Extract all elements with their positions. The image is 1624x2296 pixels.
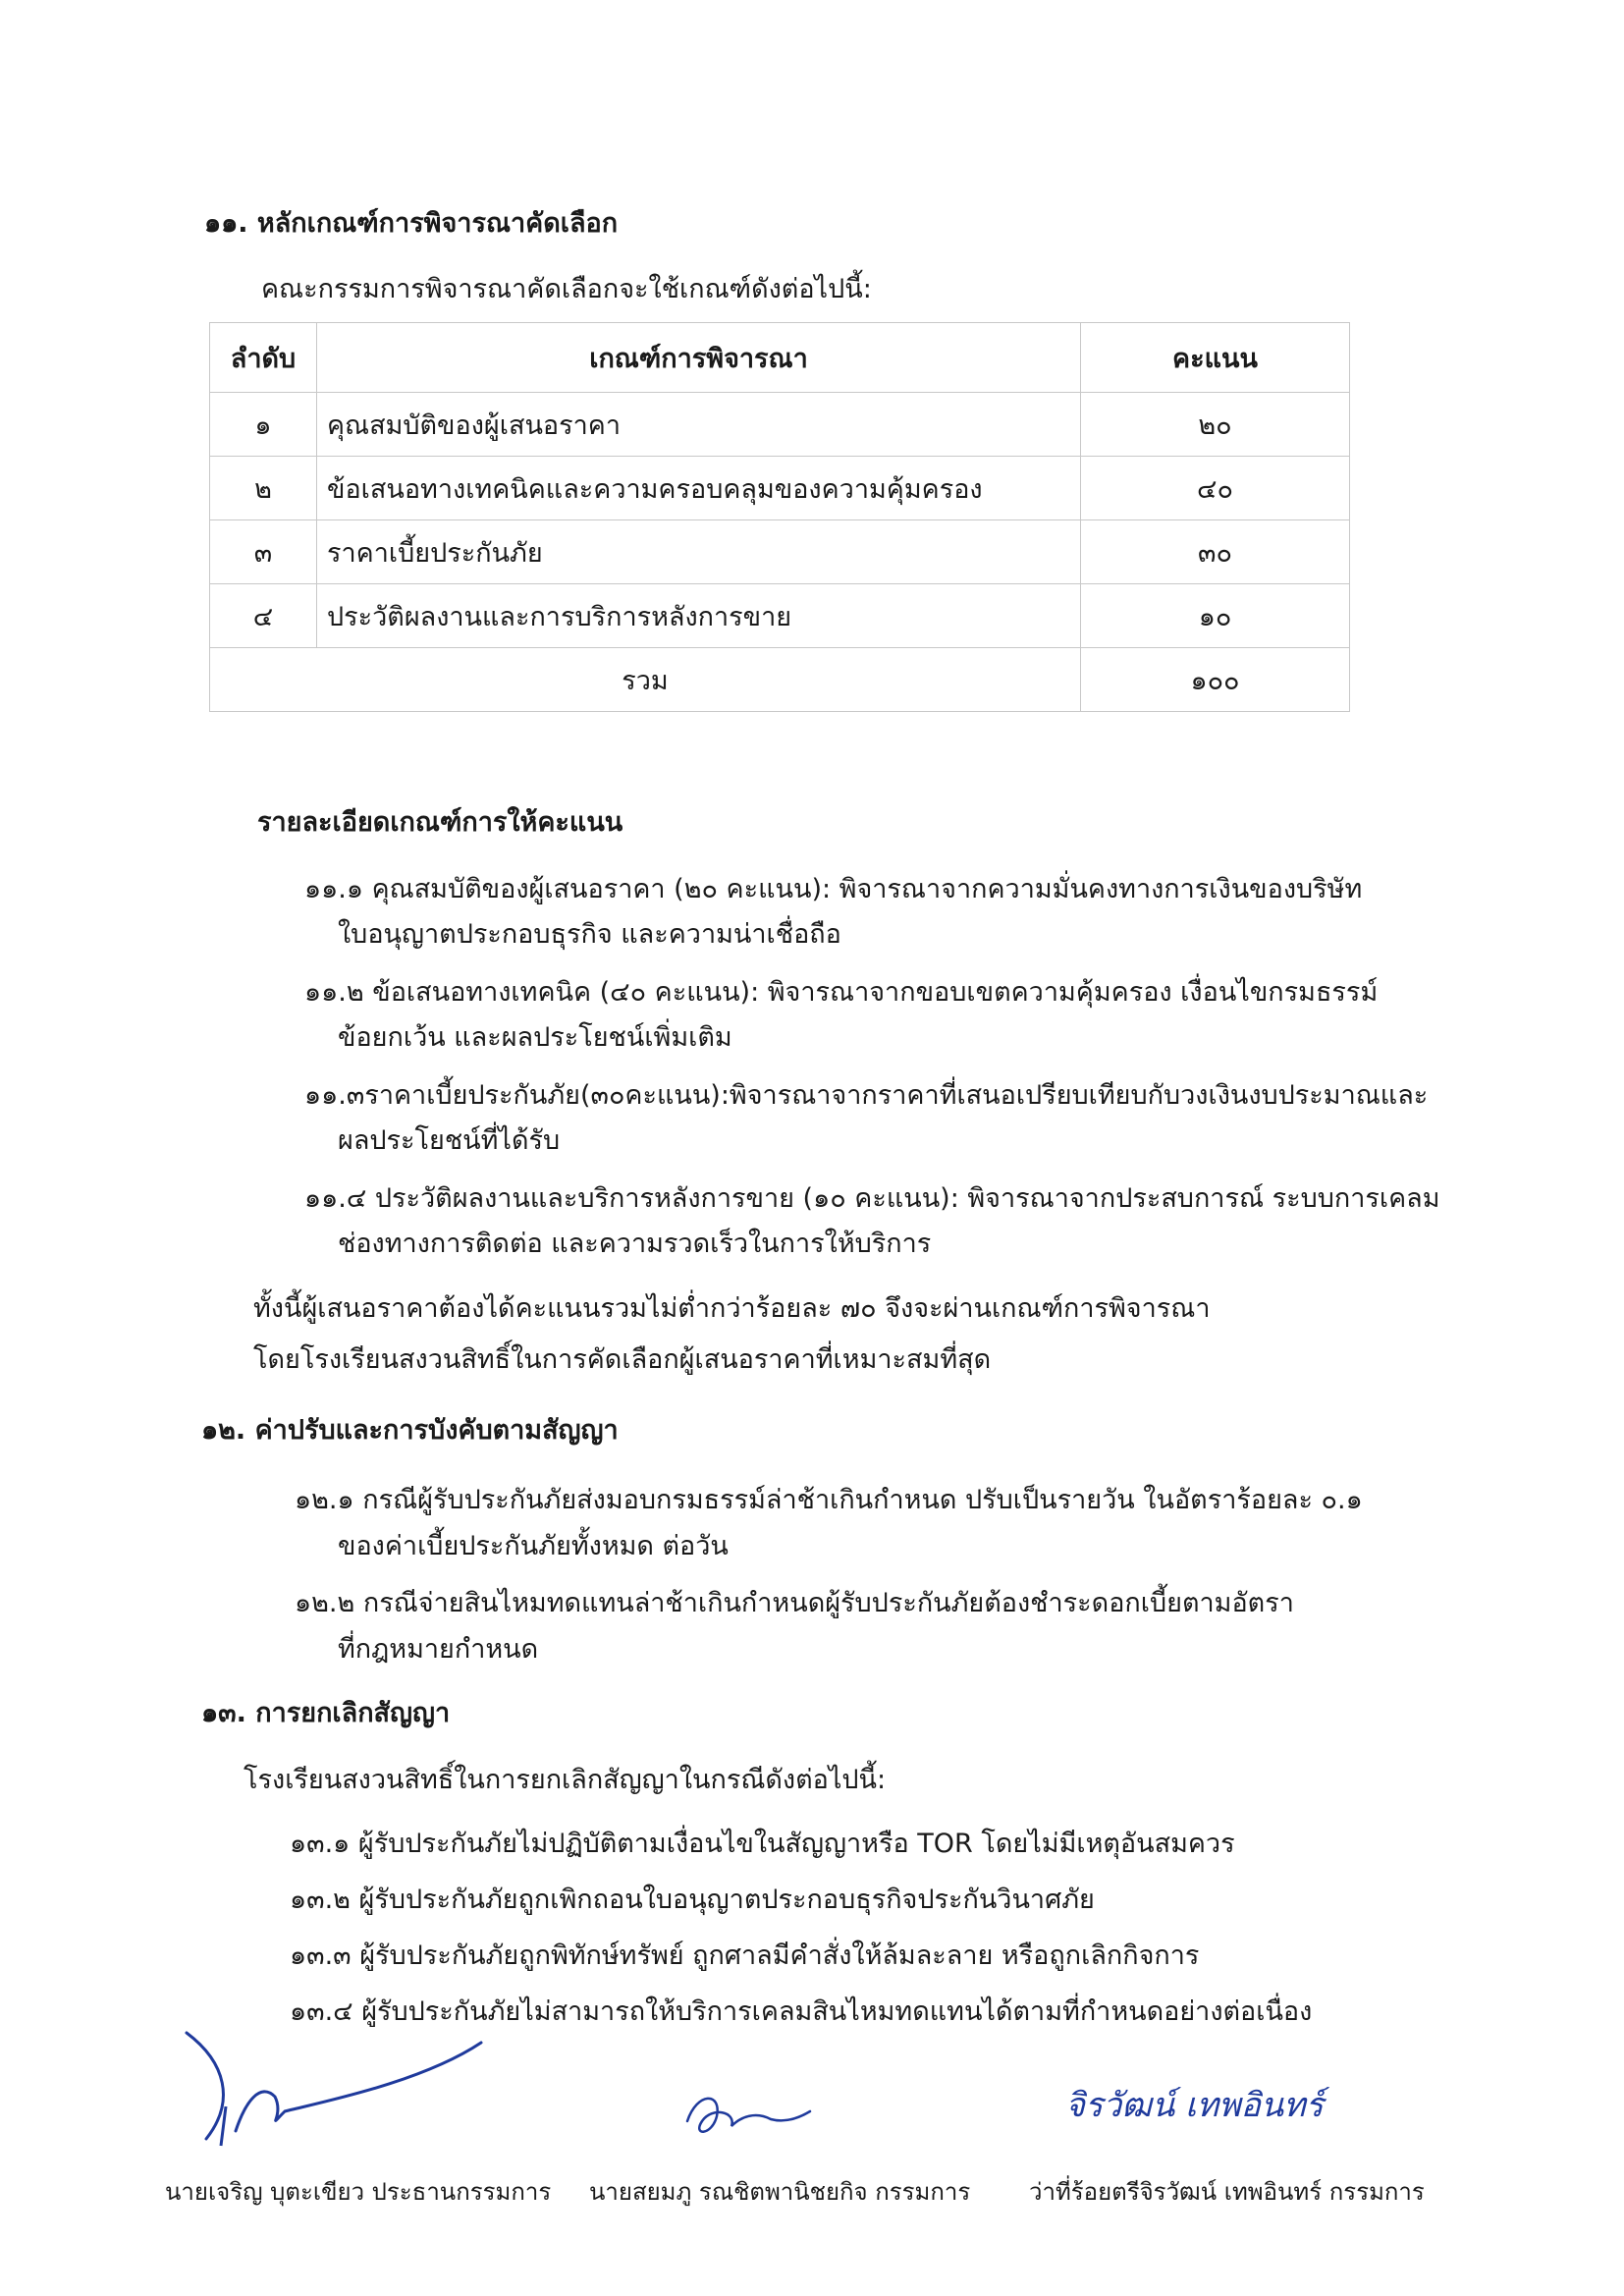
termination-item: ๑๓.๓ ผู้รับประกันภัยถูกพิทักษ์ทรัพย์ ถูกศาลมีคำสั่งให้ล้มละลาย หรือถูกเลิกกิจการ: [290, 1941, 1200, 1971]
criteria-table: [209, 322, 1350, 712]
row-no: ๓: [210, 520, 317, 584]
signature-3-handwriting: จิรวัฒน์ เทพอินทร์: [1065, 2086, 1324, 2125]
detail-line: ๑๑.๓ราคาเบี้ยประกันภัย(๓๐คะแนน):พิจารณาจากราคาที่เสนอเปรียบเทียบกับวงเงินงบประมาณและ: [304, 1080, 1429, 1111]
signer-1-name: นายเจริญ บุตะเขียว ประธานกรรมการ: [165, 2178, 552, 2206]
scoring-details-heading: รายละเอียดเกณฑ์การให้คะแนน: [257, 807, 623, 838]
header-score: คะแนน: [1081, 323, 1350, 393]
row-no: ๔: [210, 584, 317, 648]
row-score: ๑๐: [1081, 584, 1350, 648]
header-criteria: เกณฑ์การพิจารณา: [317, 323, 1081, 393]
termination-item: ๑๓.๑ ผู้รับประกันภัยไม่ปฏิบัติตามเงื่อนไขในสัญญาหรือ TOR โดยไม่มีเหตุอันสมควร: [290, 1829, 1235, 1859]
row-no: ๑: [210, 393, 317, 457]
row-score: ๓๐: [1081, 520, 1350, 584]
section-13-heading: ๑๓. การยกเลิกสัญญา: [201, 1698, 451, 1728]
signature-3-graphic: [1060, 2072, 1355, 2141]
termination-item: ๑๓.๒ ผู้รับประกันภัยถูกเพิกถอนใบอนุญาตประกอบธุรกิจประกันวินาศภัย: [290, 1885, 1095, 1915]
penalty-line: ของค่าเบี้ยประกันภัยทั้งหมด ต่อวัน: [338, 1531, 729, 1561]
detail-line: ข้อยกเว้น และผลประโยชน์เพิ่มเติม: [338, 1022, 732, 1053]
detail-line: ๑๑.๔ ประวัติผลงานและบริการหลังการขาย (๑๐ คะแนน): พิจารณาจากประสบการณ์ ระบบการเคลม: [304, 1183, 1440, 1214]
total-label: รวม: [210, 648, 1081, 712]
signer-2-name: นายสยมภู รณชิตพานิชยกิจ กรรมการ: [589, 2178, 971, 2206]
row-no: ๒: [210, 457, 317, 520]
total-score: ๑๐๐: [1081, 648, 1350, 712]
table-total-row: [210, 648, 1350, 712]
section-11-heading: ๑๑. หลักเกณฑ์การพิจารณาคัดเลือก: [204, 208, 619, 239]
table-row: [210, 520, 1350, 584]
detail-line: ใบอนุญาตประกอบธุรกิจ และความน่าเชื่อถือ: [338, 919, 841, 950]
detail-line: ๑๑.๒ ข้อเสนอทางเทคนิค (๔๐ คะแนน): พิจารณาจากขอบเขตความคุ้มครอง เงื่อนไขกรมธรรม์: [304, 977, 1379, 1008]
note-line: โดยโรงเรียนสงวนสิทธิ์ในการคัดเลือกผู้เสนอราคาที่เหมาะสมที่สุด: [253, 1344, 992, 1375]
penalty-line: ๑๒.๒ กรณีจ่ายสินไหมทดแทนล่าช้าเกินกำหนดผู้รับประกันภัยต้องชำระดอกเบี้ยตามอัตรา: [295, 1588, 1294, 1618]
table-row: [210, 584, 1350, 648]
section-11-intro: คณะกรรมการพิจารณาคัดเลือกจะใช้เกณฑ์ดังต่อไปนี้:: [261, 274, 872, 304]
note-line: ทั้งนี้ผู้เสนอราคาต้องได้คะแนนรวมไม่ต่ำกว่าร้อยละ ๗๐ จึงจะผ่านเกณฑ์การพิจารณา: [253, 1293, 1211, 1324]
row-score: ๔๐: [1081, 457, 1350, 520]
detail-line: ผลประโยชน์ที่ได้รับ: [338, 1125, 561, 1156]
table-row: [210, 457, 1350, 520]
penalty-line: ๑๒.๑ กรณีผู้รับประกันภัยส่งมอบกรมธรรม์ล่าช้าเกินกำหนด ปรับเป็นรายวัน ในอัตราร้อยละ ๐.๑: [295, 1485, 1363, 1515]
detail-line: ๑๑.๑ คุณสมบัติของผู้เสนอราคา (๒๐ คะแนน): พิจารณาจากความมั่นคงทางการเงินของบริษัท: [304, 874, 1363, 904]
section-12-heading: ๑๒. ค่าปรับและการบังคับตามสัญญา: [201, 1415, 619, 1446]
row-criteria: คุณสมบัติของผู้เสนอราคา: [317, 393, 1081, 457]
row-criteria: ราคาเบี้ยประกันภัย: [317, 520, 1081, 584]
header-order: ลำดับ: [210, 323, 317, 393]
row-criteria: ข้อเสนอทางเทคนิคและความครอบคลุมของความคุ้มครอง: [317, 457, 1081, 520]
row-score: ๒๐: [1081, 393, 1350, 457]
table-row: [210, 393, 1350, 457]
detail-line: ช่องทางการติดต่อ และความรวดเร็วในการให้บริการ: [338, 1229, 932, 1259]
signer-3-name: ว่าที่ร้อยตรีจิรวัฒน์ เทพอินทร์ กรรมการ: [1029, 2178, 1425, 2206]
termination-item: ๑๓.๔ ผู้รับประกันภัยไม่สามารถให้บริการเคลมสินไหมทดแทนได้ตามที่กำหนดอย่างต่อเนื่อง: [290, 1996, 1313, 2027]
row-criteria: ประวัติผลงานและการบริการหลังการขาย: [317, 584, 1081, 648]
criteria-table-header-row: [210, 323, 1350, 393]
signature-1-graphic: [167, 2023, 501, 2151]
section-13-intro: โรงเรียนสงวนสิทธิ์ในการยกเลิกสัญญาในกรณีดังต่อไปนี้:: [244, 1765, 887, 1795]
penalty-line: ที่กฎหมายกำหนด: [338, 1634, 539, 1665]
signature-2-graphic: [677, 2082, 815, 2151]
